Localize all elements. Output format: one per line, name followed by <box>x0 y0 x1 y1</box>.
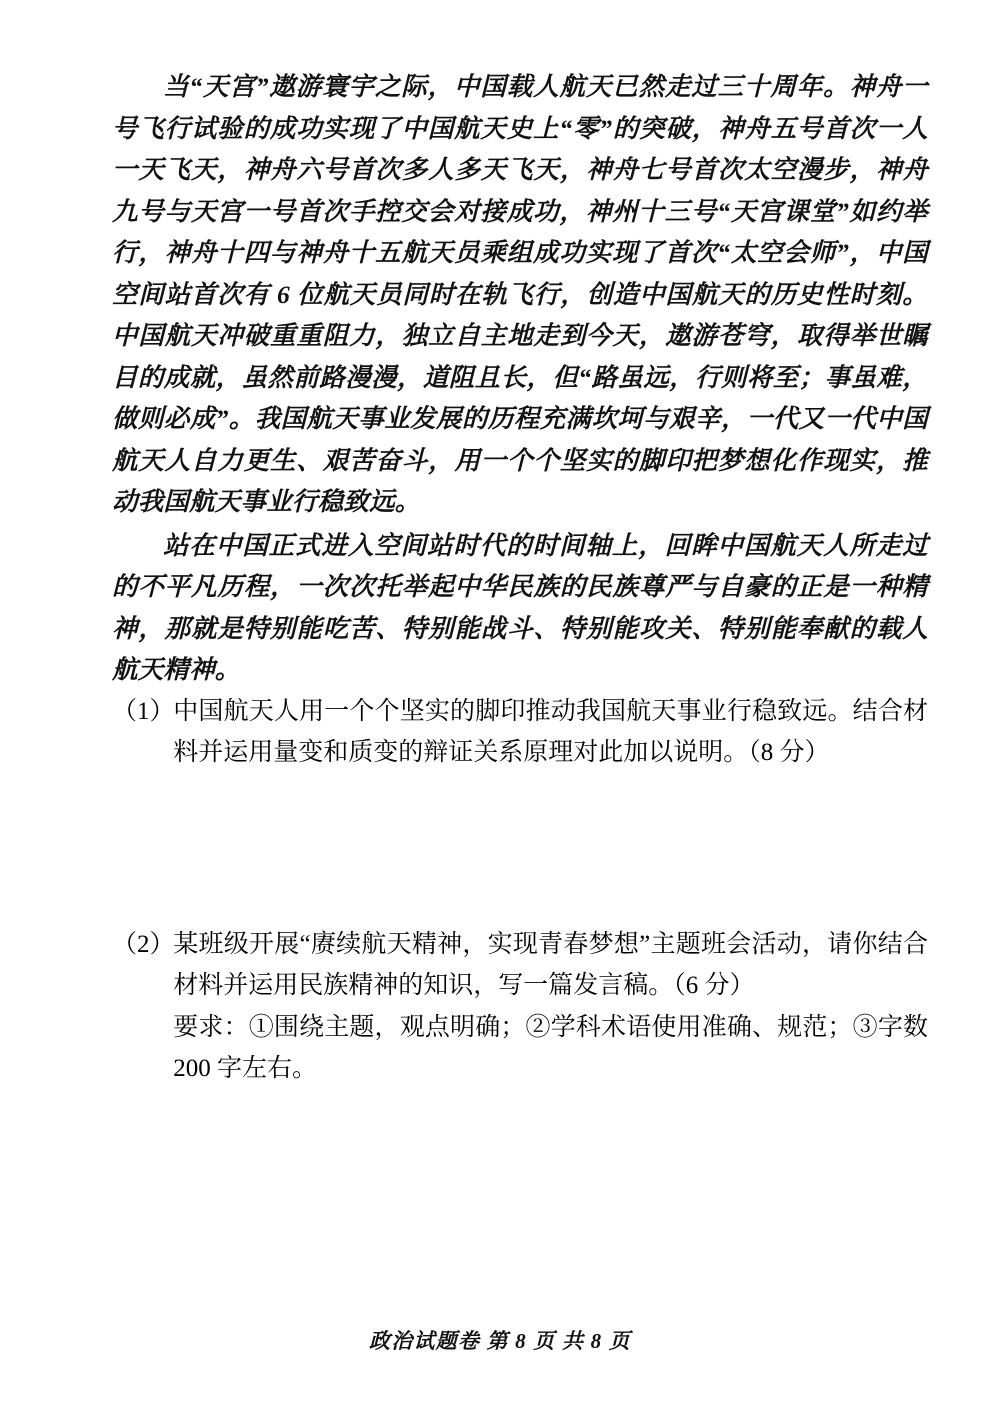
answer-area-question-1[interactable] <box>112 774 928 924</box>
question-2-marker: （2） <box>112 930 175 958</box>
material-passage <box>112 66 928 691</box>
question-2 <box>112 924 928 1090</box>
question-1-text: 中国航天人用一个个坚实的脚印推动我国航天事业行稳致远。结合材料并运用量变和质变的辩证关系原理对此加以说明。（8 分） <box>173 697 928 766</box>
page-content <box>112 66 928 1090</box>
material-paragraph-1: 当“天宫”遨游寰宇之际，中国载人航天已然走过三十周年。神舟一号飞行试验的成功实现了中国航天史上“零”的突破，神舟五号首次一人一天飞天，神舟六号首次多人多天飞天，神舟七号首次太空漫步，神舟九号与天宫一号首次手控交会对接成功，神州十三号“天宫课堂”如约举行，神舟十四与神舟十五航天员乘组成功实现了首次“太空会师”，中国空间站首次有 6 位航天员同时在轨飞行，创造中国航天的历史性时刻。中国航天冲破重重阻力，独立自主地走到今天，遨游苍穹，取得举世瞩目的成就，虽然前路漫漫，道阻且长，但“路虽远，行则将至；事虽难，做则必成”。我国航天事业发展的历程充满坎坷与艰辛，一代又一代中国航天人自力更生、艰苦奋斗，用一个个坚实的脚印把梦想化作现实，推动我国航天事业行稳致远。 <box>112 72 928 516</box>
question-2-requirements: 要求：①围绕主题，观点明确；②学科术语使用准确、规范；③字数 200 字左右。 <box>173 1013 928 1082</box>
question-2-text: 某班级开展“赓续航天精神，实现青春梦想”主题班会活动，请你结合材料并运用民族精神的知识，写一篇发言稿。（6 分） <box>173 930 928 999</box>
question-1-marker: （1） <box>112 697 175 725</box>
material-paragraph-2: 站在中国正式进入空间站时代的时间轴上，回眸中国航天人所走过的不平凡历程，一次次托举起中华民族的民族尊严与自豪的正是一种精神，那就是特别能吃苦、特别能战斗、特别能攻关、特别能奉献的载人航天精神。 <box>112 530 928 684</box>
question-1 <box>112 691 928 774</box>
page-footer: 政治试题卷 第 8 页 共 8 页 <box>369 1329 631 1353</box>
